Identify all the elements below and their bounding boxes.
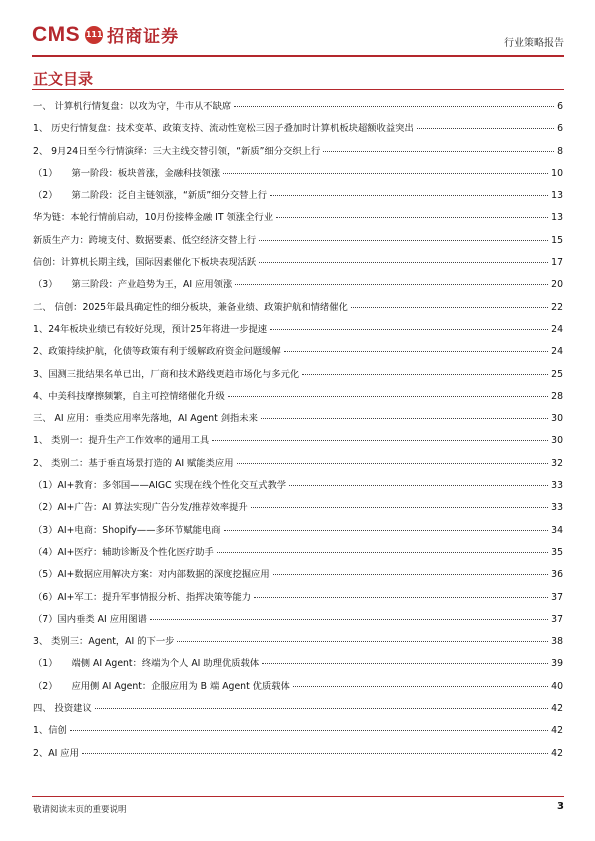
toc-entry-page: 6 xyxy=(557,123,563,135)
toc-entry-page: 25 xyxy=(551,368,563,380)
toc-entry-title: （3）AI+电商：Shopify——多环节赋能电商 xyxy=(33,524,221,536)
toc-entry[interactable] xyxy=(33,388,563,410)
toc-entry-page: 24 xyxy=(551,346,563,358)
toc-title: 正文目录 xyxy=(33,70,94,88)
toc-dot-leader xyxy=(82,753,548,754)
logo-cms-text: CMS xyxy=(32,22,81,46)
toc-entry-page: 20 xyxy=(551,279,563,291)
table-of-contents xyxy=(33,98,563,767)
toc-entry[interactable] xyxy=(33,611,563,633)
toc-entry-page: 33 xyxy=(551,480,563,492)
toc-entry-page: 42 xyxy=(551,703,563,715)
toc-entry-page: 22 xyxy=(551,301,563,313)
toc-entry[interactable] xyxy=(33,745,563,767)
toc-entry-title: 新质生产力：跨境支付、数据要素、低空经济交替上行 xyxy=(33,234,257,246)
report-type-label: 行业策略报告 xyxy=(504,38,564,49)
toc-entry[interactable] xyxy=(33,254,563,276)
toc-entry-page: 28 xyxy=(551,390,563,402)
toc-dot-leader xyxy=(417,128,554,129)
toc-dot-leader xyxy=(323,151,554,152)
toc-entry-page: 34 xyxy=(551,524,563,536)
toc-entry-title: 2、 9月24日至今行情演绎：三大主线交替引领，“新质”细分交织上行 xyxy=(33,145,321,157)
toc-entry-title: （2） 第二阶段：泛自主链领涨，“新质”细分交替上行 xyxy=(33,190,268,202)
toc-dot-leader xyxy=(234,106,554,107)
header-divider xyxy=(32,55,564,57)
toc-entry[interactable] xyxy=(33,321,563,343)
toc-entry[interactable] xyxy=(33,566,563,588)
toc-entry-title: （1）AI+教育：多邻国——AIGC 实现在线个性化交互式教学 xyxy=(33,480,287,492)
toc-entry-title: 四、 投资建议 xyxy=(33,703,92,715)
toc-entry-page: 10 xyxy=(551,167,563,179)
toc-dot-leader xyxy=(217,552,548,553)
toc-entry[interactable] xyxy=(33,700,563,722)
toc-entry[interactable] xyxy=(33,477,563,499)
toc-dot-leader xyxy=(177,641,548,642)
toc-entry-page: 30 xyxy=(551,435,563,447)
toc-dot-leader xyxy=(150,619,548,620)
toc-dot-leader xyxy=(251,507,549,508)
toc-entry[interactable] xyxy=(33,655,563,677)
toc-entry[interactable] xyxy=(33,499,563,521)
toc-entry-title: 三、 AI 应用：垂类应用率先落地，AI Agent 剑指未来 xyxy=(33,413,258,425)
toc-entry-title: 3、国测三批结果名单已出，厂商和技术路线更趋市场化与多元化 xyxy=(33,368,300,380)
toc-entry-page: 42 xyxy=(551,747,563,759)
toc-entry[interactable] xyxy=(33,432,563,454)
toc-entry-title: 2、政策持续护航，化债等政策有利于缓解政府资金问题缓解 xyxy=(33,346,281,358)
toc-dot-leader xyxy=(235,284,548,285)
toc-entry-page: 38 xyxy=(551,636,563,648)
toc-entry[interactable] xyxy=(33,187,563,209)
toc-entry-page: 24 xyxy=(551,323,563,335)
page-number: 3 xyxy=(557,801,564,812)
toc-entry-title: 1、 类别一：提升生产工作效率的通用工具 xyxy=(33,435,210,447)
toc-dot-leader xyxy=(293,686,548,687)
toc-entry-page: 8 xyxy=(557,145,563,157)
toc-entry[interactable] xyxy=(33,343,563,365)
toc-entry[interactable] xyxy=(33,722,563,744)
logo-chinese-name: 招商证券 xyxy=(107,27,180,47)
toc-entry-title: 2、 类别二：基于垂直场景打造的 AI 赋能类应用 xyxy=(33,457,234,469)
toc-dot-leader xyxy=(95,708,548,709)
toc-dot-leader xyxy=(224,530,549,531)
footer-divider xyxy=(32,796,564,797)
toc-entry-page: 15 xyxy=(551,234,563,246)
toc-entry-page: 35 xyxy=(551,546,563,558)
toc-entry-title: （1） 第一阶段：板块普涨，金融科技领涨 xyxy=(33,167,221,179)
toc-dot-leader xyxy=(228,396,548,397)
toc-dot-leader xyxy=(259,262,548,263)
toc-entry-page: 32 xyxy=(551,457,563,469)
toc-entry-title: 1、信创 xyxy=(33,725,67,737)
toc-entry-title: 二、 信创：2025年最具确定性的细分板块，兼备业绩、政策护航和情绪催化 xyxy=(33,301,348,313)
page-header xyxy=(0,0,595,56)
toc-dot-leader xyxy=(289,485,548,486)
toc-entry[interactable] xyxy=(33,120,563,142)
toc-dot-leader xyxy=(261,418,548,419)
toc-entry[interactable] xyxy=(33,165,563,187)
toc-entry-title: 华为链：本轮行情前启动，10月份接棒金融 IT 领涨全行业 xyxy=(33,212,273,224)
toc-dot-leader xyxy=(284,351,549,352)
toc-entry-title: 1、24年板块业绩已有较好兑现，预计25年将进一步提速 xyxy=(33,323,268,335)
toc-dot-leader xyxy=(237,463,549,464)
toc-dot-leader xyxy=(351,307,548,308)
toc-title-divider xyxy=(32,89,564,90)
toc-entry[interactable] xyxy=(33,232,563,254)
toc-entry-title: 一、 计算机行情复盘：以攻为守，牛市从不缺席 xyxy=(33,101,232,112)
toc-entry-title: 2、AI 应用 xyxy=(33,747,79,759)
toc-entry[interactable] xyxy=(33,143,563,165)
toc-entry[interactable] xyxy=(33,366,563,388)
toc-entry-title: （2） 应用侧 AI Agent：企服应用为 B 端 Agent 优质载体 xyxy=(33,680,290,692)
toc-entry[interactable] xyxy=(33,678,563,700)
toc-entry-page: 13 xyxy=(551,212,563,224)
toc-entry-title: 3、 类别三：Agent，AI 的下一步 xyxy=(33,636,175,648)
toc-entry[interactable] xyxy=(33,633,563,655)
toc-entry-title: 4、中美科技摩擦频繁，自主可控情绪催化升级 xyxy=(33,390,225,402)
toc-entry-page: 6 xyxy=(557,101,563,112)
toc-entry[interactable] xyxy=(33,455,563,477)
toc-entry-title: 1、 历史行情复盘：技术变革、政策支持、流动性宽松三因子叠加时计算机板块超额收益突出 xyxy=(33,123,414,135)
toc-dot-leader xyxy=(70,730,548,731)
toc-entry-title: （7）国内垂类 AI 应用图谱 xyxy=(33,613,147,625)
toc-entry[interactable] xyxy=(33,589,563,611)
toc-entry[interactable] xyxy=(33,276,563,298)
toc-entry-title: （4）AI+医疗：辅助诊断及个性化医疗助手 xyxy=(33,546,214,558)
toc-dot-leader xyxy=(259,240,548,241)
toc-dot-leader xyxy=(270,195,548,196)
toc-entry[interactable] xyxy=(33,410,563,432)
toc-entry-title: 信创：计算机长期主线，国际因素催化下板块表现活跃 xyxy=(33,257,257,269)
toc-dot-leader xyxy=(223,173,548,174)
toc-dot-leader xyxy=(276,217,548,218)
toc-entry-title: （3） 第三阶段：产业趋势为王，AI 应用领涨 xyxy=(33,279,233,291)
toc-entry-page: 42 xyxy=(551,725,563,737)
toc-entry-page: 40 xyxy=(551,680,563,692)
toc-entry[interactable] xyxy=(33,522,563,544)
toc-dot-leader xyxy=(273,574,549,575)
toc-dot-leader xyxy=(254,597,548,598)
toc-entry-page: 13 xyxy=(551,190,563,202)
logo-badge-icon: 111 xyxy=(85,26,103,44)
company-logo xyxy=(32,22,179,47)
toc-dot-leader xyxy=(262,663,548,664)
toc-entry-title: （2）AI+广告：AI 算法实现广告分发/推荐效率提升 xyxy=(33,502,248,514)
toc-entry-page: 37 xyxy=(551,591,563,603)
toc-entry-page: 30 xyxy=(551,413,563,425)
toc-entry[interactable] xyxy=(33,209,563,231)
toc-entry-page: 17 xyxy=(551,257,563,269)
toc-entry-page: 36 xyxy=(551,569,563,581)
toc-entry[interactable] xyxy=(33,544,563,566)
toc-entry[interactable] xyxy=(33,98,563,120)
toc-entry-page: 33 xyxy=(551,502,563,514)
toc-entry-title: （5）AI+数据应用解决方案：对内部数据的深度挖掘应用 xyxy=(33,569,270,581)
toc-entry[interactable] xyxy=(33,299,563,321)
toc-entry-page: 37 xyxy=(551,613,563,625)
toc-entry-title: （6）AI+军工：提升军事情报分析、指挥决策等能力 xyxy=(33,591,252,603)
footer-disclaimer: 敬请阅读末页的重要说明 xyxy=(33,805,127,815)
toc-dot-leader xyxy=(270,329,548,330)
toc-dot-leader xyxy=(212,440,548,441)
toc-entry-page: 39 xyxy=(551,658,563,670)
toc-entry-title: （1） 端侧 AI Agent：终端为个人 AI 助理优质载体 xyxy=(33,658,260,670)
toc-dot-leader xyxy=(302,374,548,375)
